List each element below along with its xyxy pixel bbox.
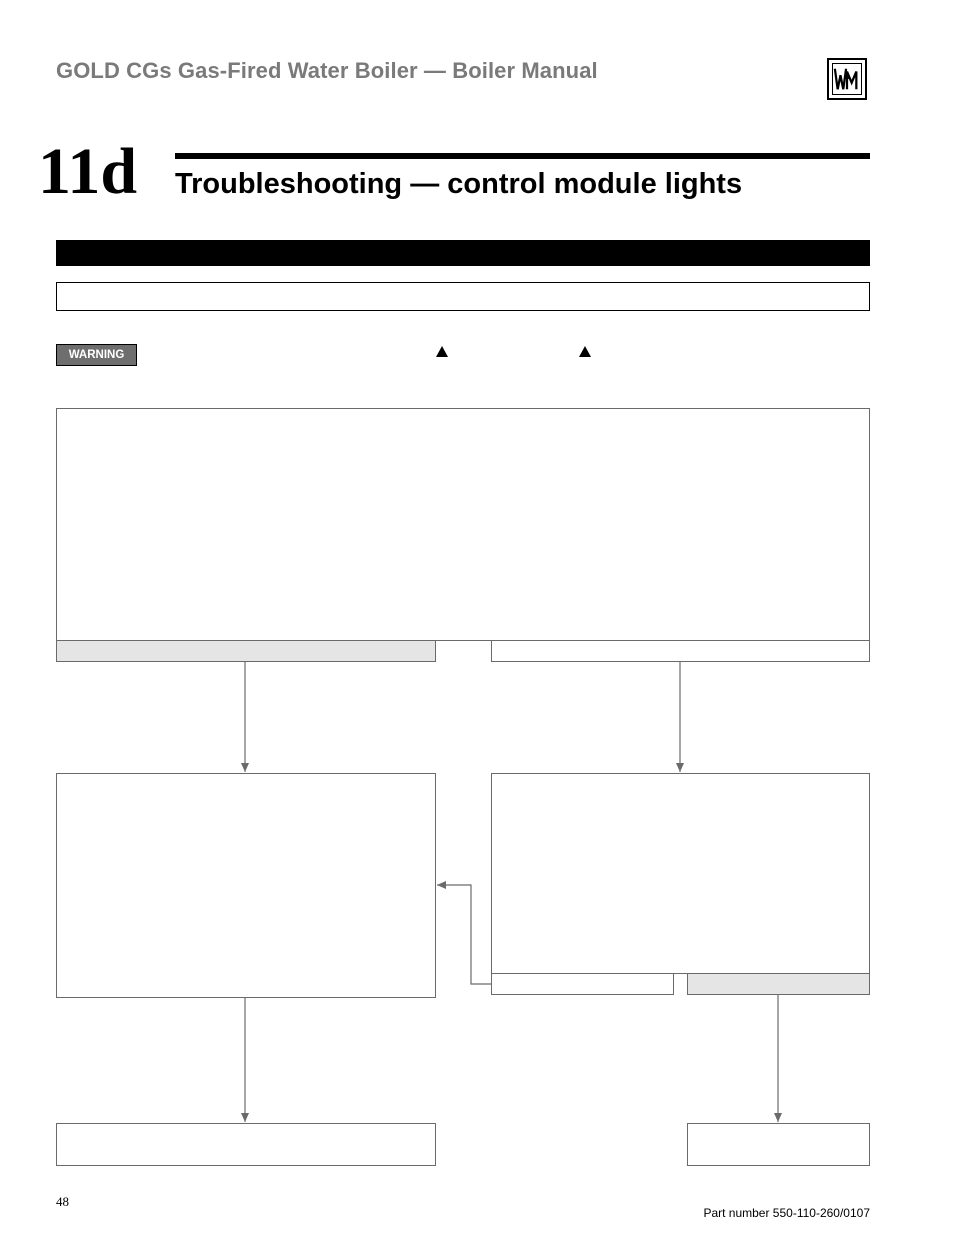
triangle-icon (579, 346, 591, 357)
logo-glyph (833, 63, 861, 95)
manual-header-title: GOLD CGs Gas-Fired Water Boiler — Boiler Manual (56, 58, 598, 83)
triangle-icon (436, 346, 448, 357)
flowchart-end-left (56, 1123, 436, 1166)
flowchart-option-a (491, 973, 674, 995)
flowchart-option-b (687, 973, 870, 995)
warning-badge: WARNING (56, 344, 137, 366)
flowchart-branch-left (56, 640, 436, 662)
part-number: Part number 550-110-260/0107 (703, 1206, 870, 1220)
flowchart-end-right (687, 1123, 870, 1166)
black-heading-bar (56, 240, 870, 266)
flowchart-step-right (491, 773, 870, 974)
flowchart-start-box (56, 408, 870, 641)
arrow-connector (437, 885, 491, 984)
logo-mark (832, 63, 862, 95)
flowchart-step-left (56, 773, 436, 998)
flowchart-branch-right (491, 640, 870, 662)
instruction-box (56, 282, 870, 311)
section-rule (175, 153, 870, 159)
weil-mclain-logo (827, 58, 867, 100)
section-title: Troubleshooting — control module lights (175, 168, 743, 200)
page-number: 48 (56, 1194, 69, 1209)
section-number: 11d (38, 135, 138, 208)
